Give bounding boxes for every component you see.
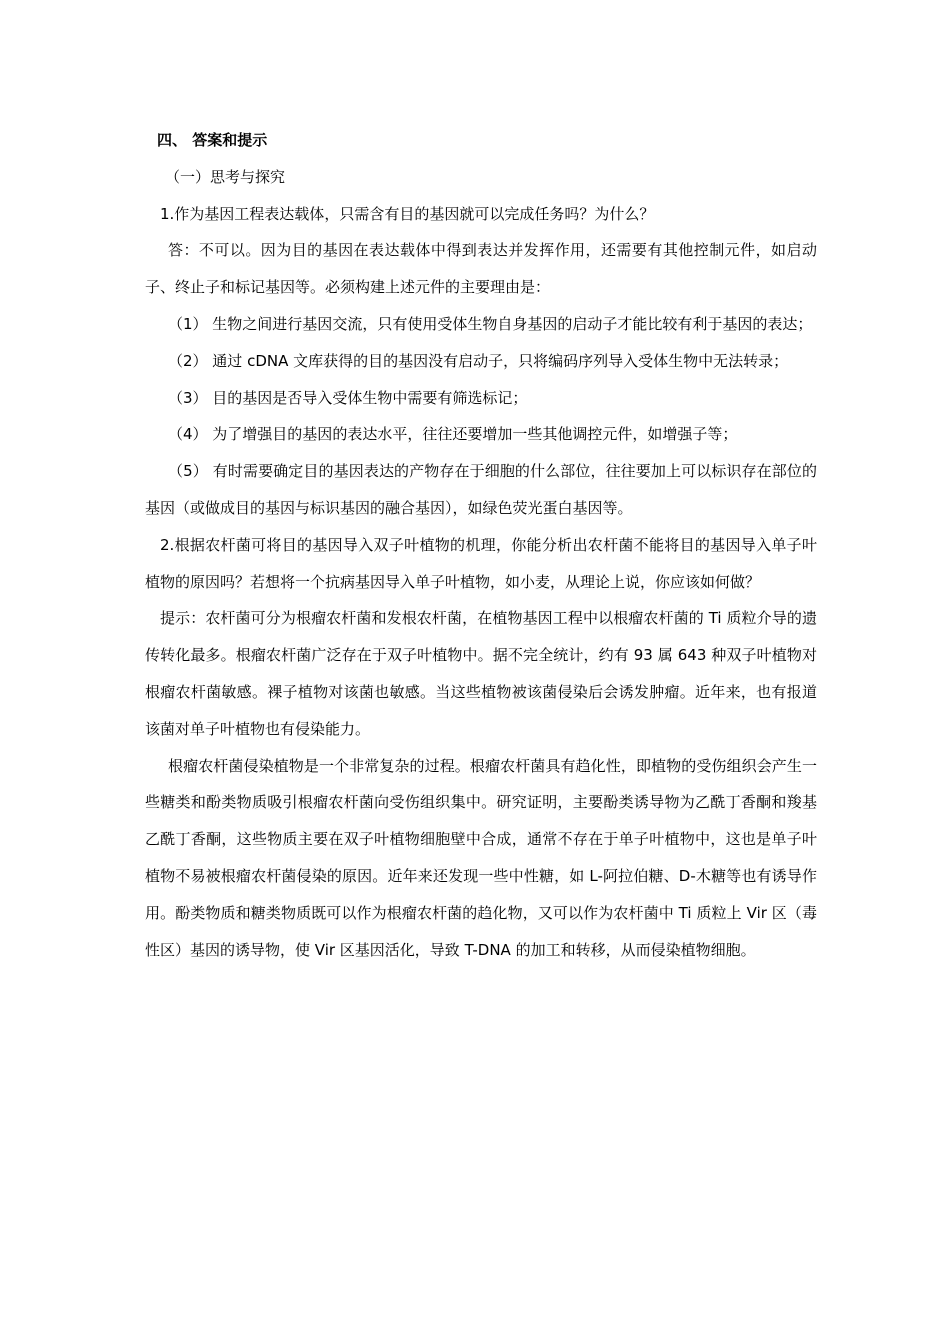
answer-item-2: （2） 通过 cDNA 文库获得的目的基因没有启动子，只将编码序列导入受体生物中无法转录；	[168, 351, 789, 370]
answer-1: 答：不可以。因为目的基因在表达载体中得到表达并发挥作用，还需要有其他控制元件，如启动子、终止子和标记基因等。必须构建上述元件的主要理由是：	[145, 241, 817, 297]
hint-paragraph-2: 根瘤农杆菌侵染植物是一个非常复杂的过程。根瘤农杆菌具有趋化性，即植物的受伤组织会产生一些糖类和酚类物质吸引根瘤农杆菌向受伤组织集中。研究证明，主要酚类诱导物为乙酰丁香酮和羧基乙酰丁香酮，这些物质主要在双子叶植物细胞壁中合成，通常不存在于单子叶植物中，这也是单子叶植物不易被根瘤农杆菌侵染的原因。近年来还发现一些中性糖，如 L-阿拉伯糖、D-木糖等也有诱导作用。酚类物质和糖类物质既可以作为根瘤农杆菌的趋化物，又可以作为农杆菌中 Ti 质粒上 Vir 区（毒性区）基因的诱导物，使 Vir 区基因活化，导致 T-DNA 的加工和转移，从而侵染植物细胞。	[145, 756, 817, 959]
subsection-heading: （一）思考与探究	[165, 167, 286, 186]
answer-item-3: （3） 目的基因是否导入受体生物中需要有筛选标记；	[168, 388, 528, 407]
section-heading: 四、 答案和提示	[157, 131, 268, 149]
question-2: 2.根据农杆菌可将目的基因导入双子叶植物的机理，你能分析出农杆菌不能将目的基因导入单子叶植物的原因吗？若想将一个抗病基因导入单子叶植物，如小麦，从理论上说，你应该如何做？	[145, 535, 817, 591]
document-body	[145, 122, 817, 968]
answer-item-4: （4） 为了增强目的基因的表达水平，往往还要增加一些其他调控元件，如增强子等；	[168, 425, 738, 444]
hint-paragraph-1: 提示：农杆菌可分为根瘤农杆菌和发根农杆菌，在植物基因工程中以根瘤农杆菌的 Ti 质粒介导的遗传转化最多。根瘤农杆菌广泛存在于双子叶植物中。据不完全统计，约有 93 属 643 种双子叶植物对根瘤农杆菌敏感。裸子植物对该菌也敏感。当这些植物被该菌侵染后会诱发肿瘤。近年来，也有报道该菌对单子叶植物也有侵染能力。	[145, 609, 817, 738]
question-1: 1.作为基因工程表达载体，只需含有目的基因就可以完成任务吗？为什么？	[160, 204, 655, 223]
answer-item-5: （5） 有时需要确定目的基因表达的产物存在于细胞的什么部位，往往要加上可以标识存在部位的基因（或做成目的基因与标识基因的融合基因），如绿色荧光蛋白基因等。	[145, 462, 817, 517]
answer-item-1: （1） 生物之间进行基因交流，只有使用受体生物自身基因的启动子才能比较有利于基因的表达；	[168, 314, 813, 333]
